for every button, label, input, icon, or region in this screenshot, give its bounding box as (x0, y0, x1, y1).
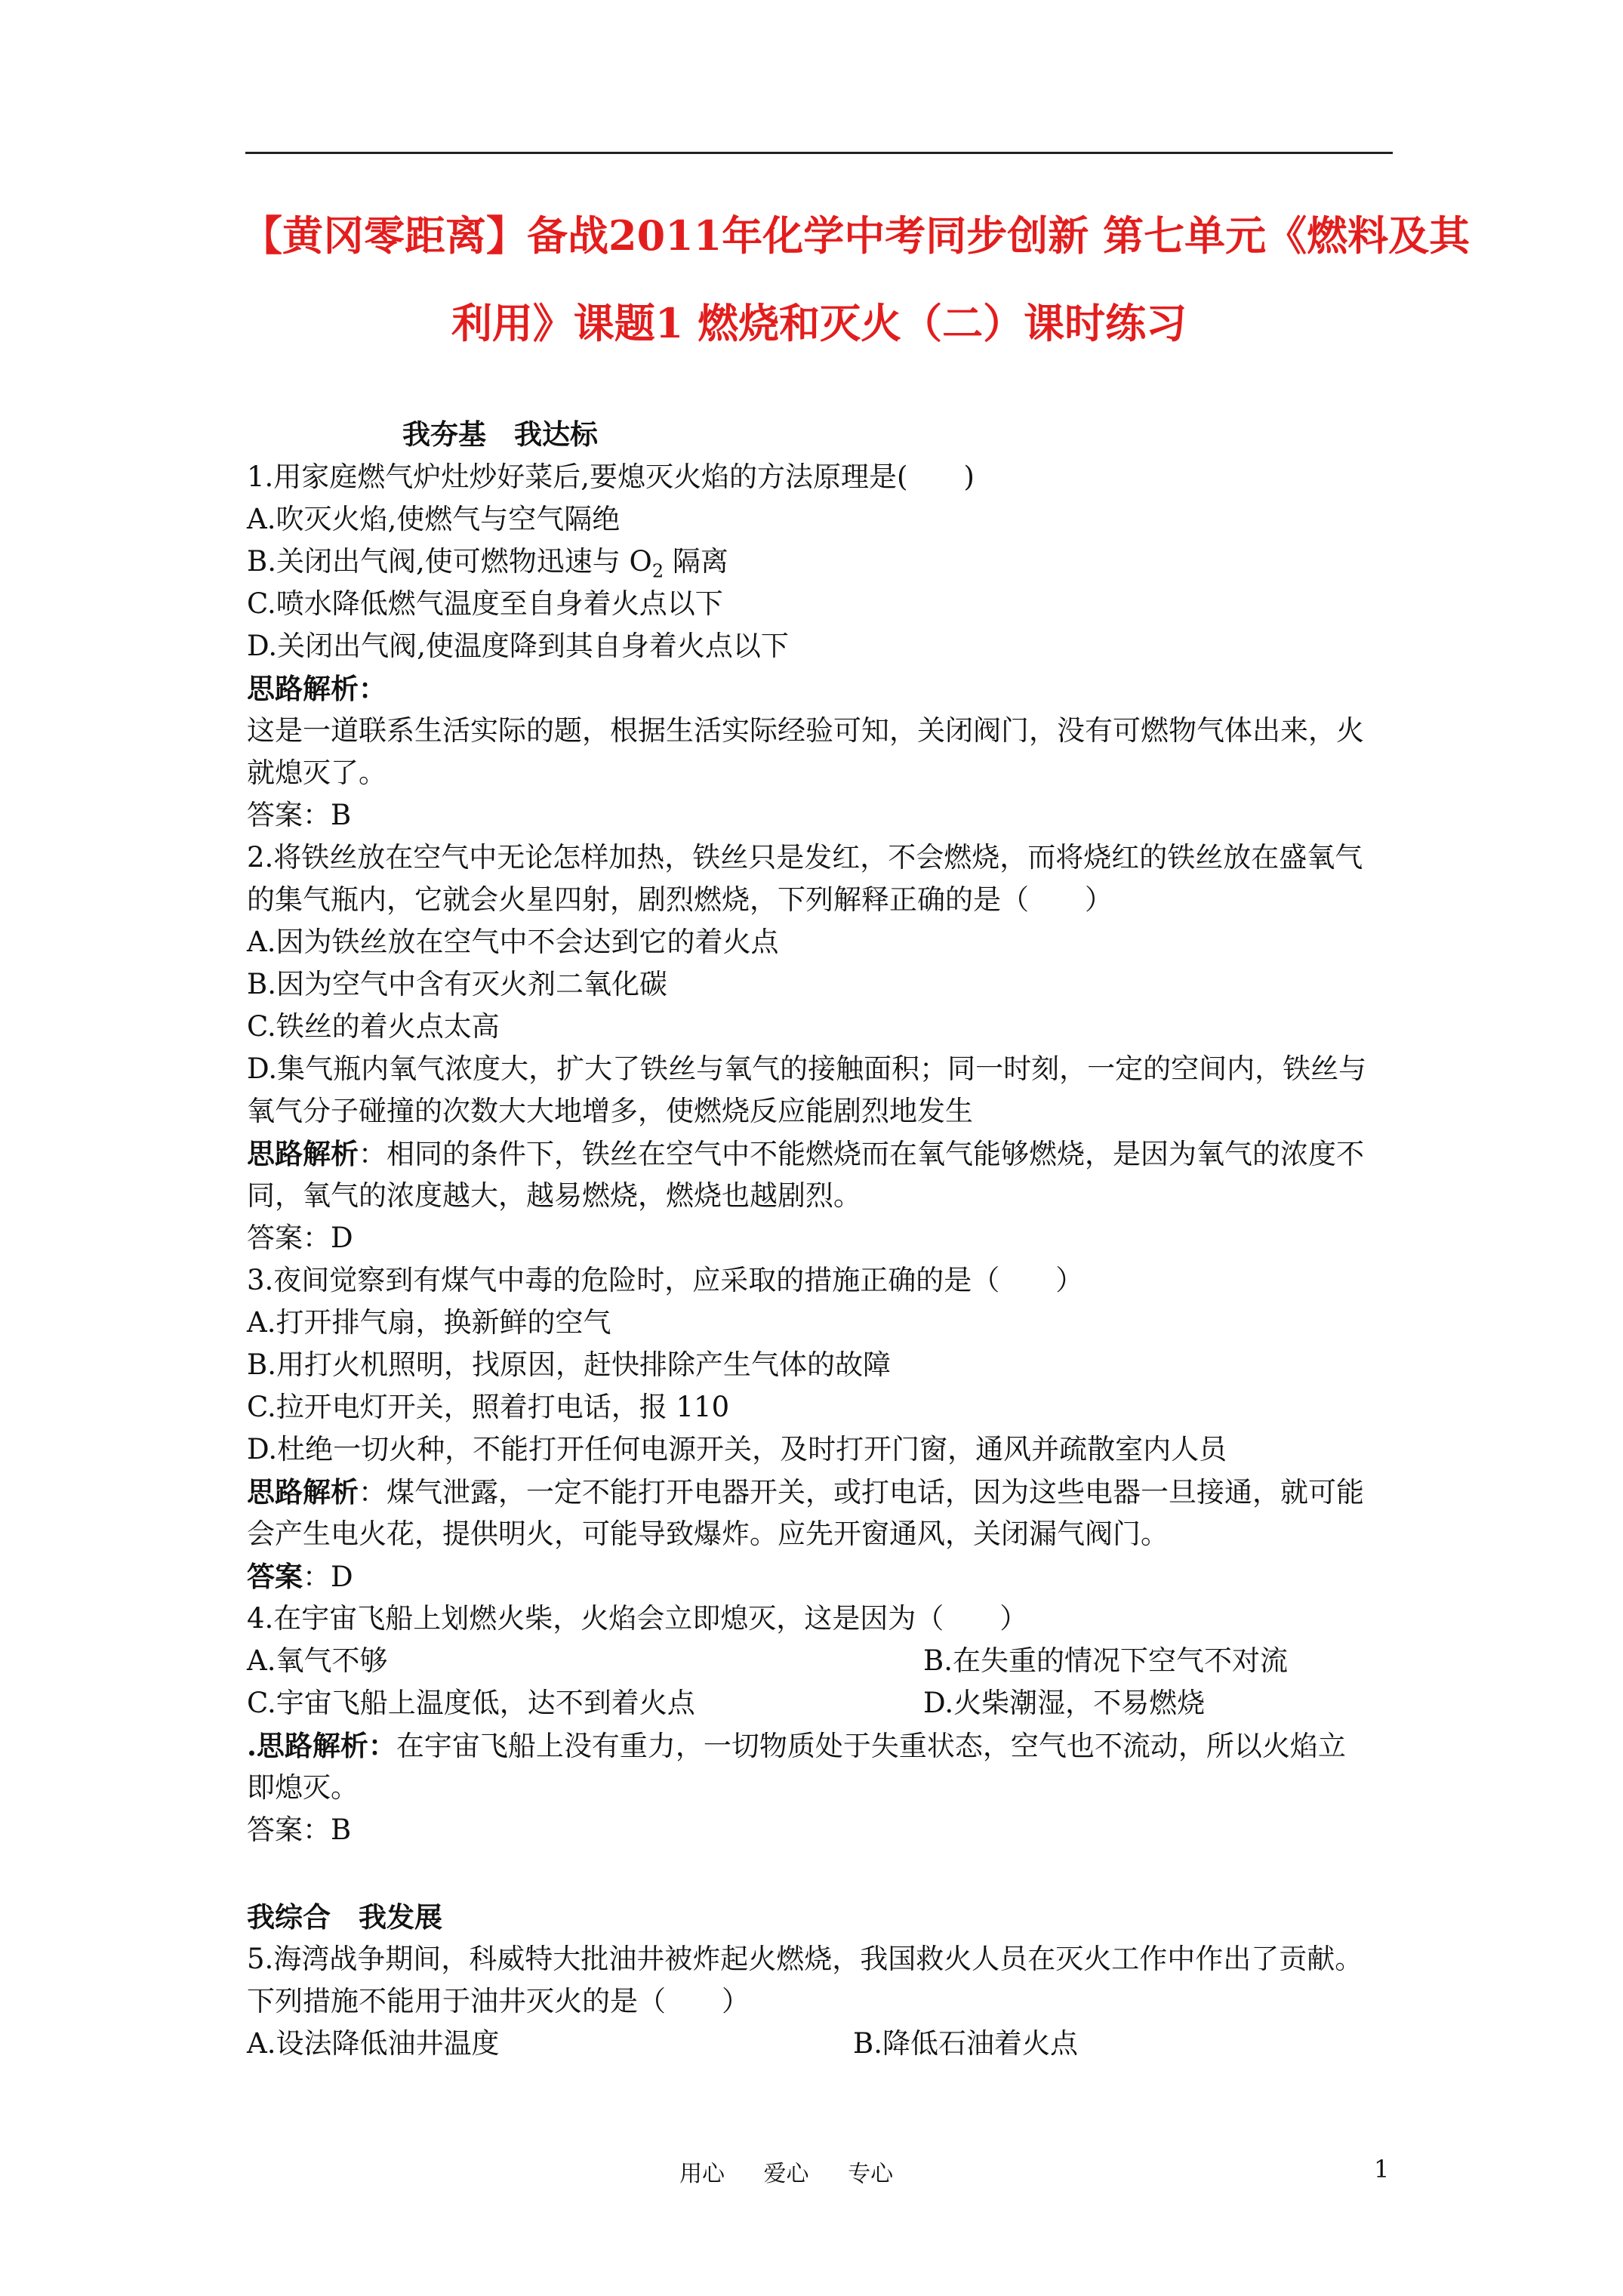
q2-stem: 的集气瓶内，它就会火星四射，剧烈燃烧，下列解释正确的是（ ） (247, 883, 1113, 916)
q5-option-b: B.降低石油着火点 (853, 2027, 1078, 2060)
q3-option-a: A.打开排气扇，换新鲜的空气 (247, 1306, 611, 1339)
q1-answer: 答案：B (247, 799, 352, 831)
q5-option-a: A.设法降低油井温度 (247, 2027, 500, 2060)
header-rule (245, 152, 1393, 154)
q2-answer: 答案：D (247, 1222, 353, 1254)
q1-option-a: A.吹灭火焰,使燃气与空气隔绝 (247, 503, 621, 535)
q4-option-c: C.宇宙飞船上温度低，达不到着火点 (247, 1687, 695, 1719)
q3-answer: 答案：D (247, 1560, 353, 1593)
q3-analysis: 思路解析：煤气泄露，一定不能打开电器开关，或打电话，因为这些电器一旦接通，就可能 (247, 1475, 1364, 1509)
q2-option-d: D.集气瓶内氧气浓度大，扩大了铁丝与氧气的接触面积；同一时刻，一定的空间内，铁丝与 (247, 1052, 1367, 1085)
q5-stem: 下列措施不能用于油井灭火的是（ ） (247, 1985, 750, 2017)
q1-stem: 1.用家庭燃气炉灶炒好菜后,要熄灭火焰的方法原理是( ) (247, 461, 975, 493)
doc-title-line-1: 【黄冈零距离】备战2011年化学中考同步创新 第七单元《燃料及其 (242, 211, 1471, 260)
q2-option-d: 氧气分子碰撞的次数大大地增多，使燃烧反应能剧烈地发生 (247, 1095, 973, 1127)
q3-stem: 3.夜间觉察到有煤气中毒的危险时，应采取的措施正确的是（ ） (247, 1264, 1084, 1296)
q3-option-d: D.杜绝一切火种，不能打开任何电源开关，及时打开门窗，通风并疏散室内人员 (247, 1433, 1227, 1465)
q2-option-b: B.因为空气中含有灭火剂二氧化碳 (247, 968, 667, 1000)
q2-stem: 2.将铁丝放在空气中无论怎样加热，铁丝只是发红，不会燃烧，而将烧红的铁丝放在盛氧气 (247, 841, 1363, 874)
page-number: 1 (1374, 2155, 1390, 2184)
doc-title-line-2: 利用》课题1 燃烧和灭火（二）课时练习 (451, 299, 1187, 347)
q1-analysis-text: 这是一道联系生活实际的题，根据生活实际经验可知，关闭阀门，没有可燃物气体出来，火 (247, 714, 1364, 747)
q2-analysis-text: 同，氧气的浓度越大，越易燃烧，燃烧也越剧烈。 (247, 1179, 861, 1212)
q1-option-b: B.关闭出气阀,使可燃物迅速与 $O_2$ 隔离 (247, 545, 728, 582)
q4-option-b: B.在失重的情况下空气不对流 (923, 1644, 1288, 1677)
q1-analysis-label: 思路解析： (247, 672, 387, 705)
q3-analysis-text: 会产生电火花，提供明火，可能导致爆炸。应先开窗通风，关闭漏气阀门。 (247, 1518, 1169, 1550)
q2-option-a: A.因为铁丝放在空气中不会达到它的着火点 (247, 926, 779, 958)
q4-analysis-text: 即熄灭。 (247, 1771, 359, 1804)
q4-stem: 4.在宇宙飞船上划燃火柴，火焰会立即熄灭，这是因为（ ） (247, 1602, 1028, 1635)
footer-word: 爱心 (763, 2161, 809, 2187)
q1-option-c: C.喷水降低燃气温度至自身着火点以下 (247, 587, 723, 620)
q3-option-b: B.用打火机照明，找原因，赶快排除产生气体的故障 (247, 1348, 891, 1381)
footer-word: 专心 (848, 2161, 894, 2187)
section-heading-basic: 我夯基 我达标 (402, 418, 598, 451)
q2-option-c: C.铁丝的着火点太高 (247, 1010, 500, 1043)
q4-option-a: A.氧气不够 (247, 1644, 388, 1677)
q1-analysis-text: 就熄灭了。 (247, 757, 387, 789)
q3-option-c: C.拉开电灯开关，照着打电话，报 110 (247, 1391, 730, 1423)
page-footer (679, 2155, 925, 2188)
section-heading-comprehensive: 我综合 我发展 (247, 1900, 442, 1934)
footer-word: 用心 (679, 2161, 725, 2187)
q4-analysis: .思路解析：在宇宙飞船上没有重力，一切物质处于失重状态，空气也不流动，所以火焰立 (247, 1729, 1346, 1762)
q1-option-d: D.关闭出气阀,使温度降到其自身着火点以下 (247, 630, 789, 662)
q4-answer: 答案：B (247, 1814, 352, 1846)
q2-analysis: 思路解析：相同的条件下，铁丝在空气中不能燃烧而在氧气能够燃烧，是因为氧气的浓度不 (247, 1137, 1364, 1170)
q4-option-d: D.火柴潮湿，不易燃烧 (923, 1687, 1206, 1719)
q5-stem: 5.海湾战争期间，科威特大批油井被炸起火燃烧，我国救火人员在灭火工作中作出了贡献。 (247, 1943, 1363, 1975)
